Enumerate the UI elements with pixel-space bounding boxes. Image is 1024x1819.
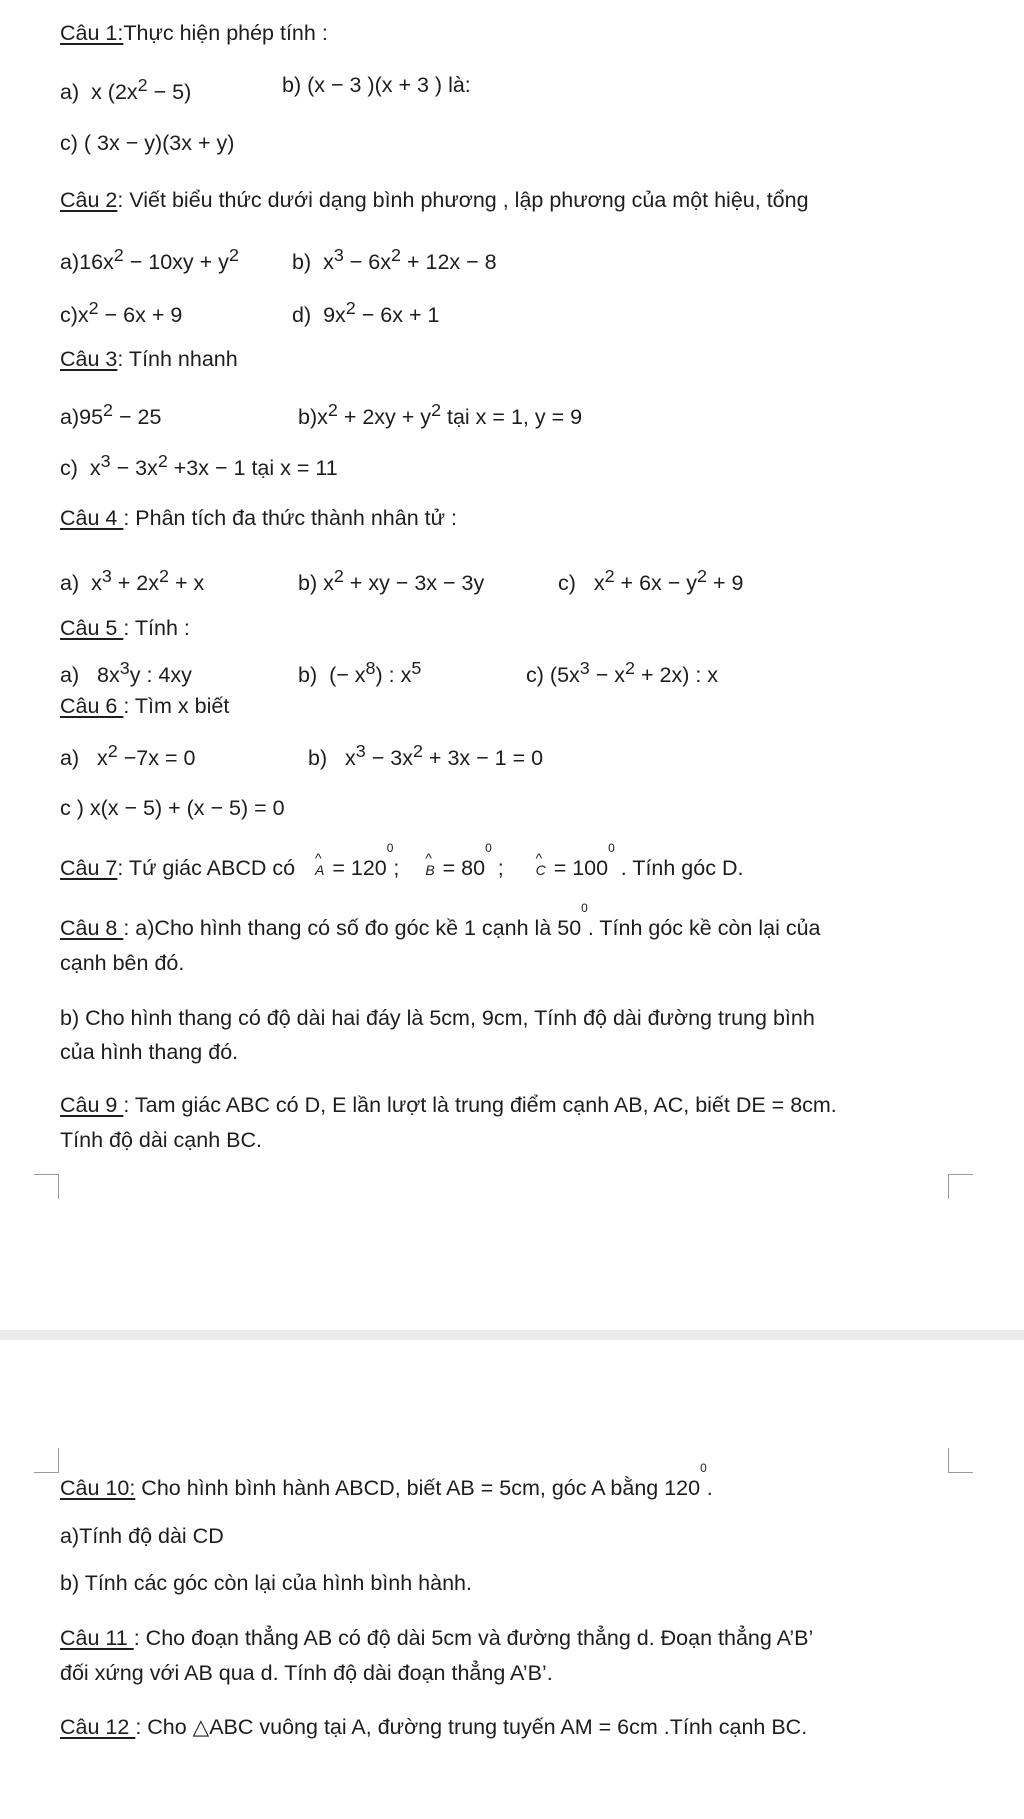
- q4-a-mid: + 2x: [111, 571, 160, 596]
- q6-a: [60, 738, 195, 771]
- q2-c-pre: c)x: [60, 303, 89, 328]
- q5-c-mid: − x: [589, 663, 626, 688]
- angle-b: ^ B: [423, 857, 436, 883]
- q5-a-label: a): [60, 663, 80, 688]
- page-separator: [0, 1330, 1024, 1340]
- q11-title: Câu 11: [60, 1626, 134, 1650]
- q8-line3: b) Cho hình thang có độ dài hai đáy là 5cm, 9cm, Tính độ dài đường trung bình: [60, 1006, 815, 1030]
- q9-line2: Tính độ dài cạnh BC.: [60, 1128, 262, 1152]
- q2-a-e1: 2: [113, 245, 124, 265]
- q4-a-pre: x: [91, 571, 102, 596]
- q3-a-e1: 2: [103, 400, 114, 420]
- q3-a: [60, 397, 161, 430]
- q4-c-e2: 2: [697, 566, 707, 586]
- page-corner-mark: [948, 1174, 973, 1199]
- q5-b: [298, 655, 421, 688]
- q5-title: Câu 5: [60, 616, 124, 640]
- q6-b-pre: x: [345, 746, 356, 771]
- q10-line: [60, 1461, 713, 1501]
- q5-c-e2: 2: [625, 658, 635, 678]
- q3-a-pre: a)95: [60, 405, 104, 430]
- q5-b-e2: 5: [411, 658, 422, 678]
- q5-a-pre: 8x: [97, 663, 120, 688]
- q3-heading: [60, 346, 238, 372]
- q2-b-post: + 12x − 8: [401, 250, 497, 275]
- q7-text1: : Tứ giác ABCD có: [117, 856, 302, 880]
- q3-c-post: +3x − 1 tại x = 11: [167, 456, 338, 481]
- page-corner-mark: [34, 1448, 59, 1473]
- q3-a-post: − 25: [113, 405, 162, 430]
- q4-c-e1: 2: [604, 566, 615, 586]
- q1-a-label: a): [60, 80, 80, 105]
- q3-text: : Tính nhanh: [117, 347, 238, 371]
- q2-b: [292, 242, 497, 275]
- q5-a-post: y : 4xy: [129, 663, 192, 688]
- q5-c: [526, 655, 718, 688]
- q1-b: b) (x − 3 )(x + 3 ) là:: [282, 73, 471, 97]
- q5-b-pre: (− x: [329, 663, 366, 688]
- q2-title: Câu 2: [60, 188, 118, 212]
- q10-text-post: .: [706, 1476, 713, 1500]
- q10-angle-value: 120: [664, 1476, 701, 1500]
- q4-b-post: + xy − 3x − 3y: [343, 571, 485, 596]
- q2-c-e1: 2: [88, 298, 99, 318]
- q5-heading: [60, 615, 190, 641]
- q1-a: [60, 72, 191, 105]
- q5-a-e1: 3: [119, 658, 130, 678]
- angle-c: ^ C: [534, 857, 548, 883]
- q10-angle-deg: 0: [700, 1461, 707, 1475]
- angle-a-value: = 120: [326, 856, 387, 880]
- q8-title: Câu 8: [60, 916, 124, 940]
- q5-b-mid: ) : x: [375, 663, 412, 688]
- angle-a: ^ A: [313, 857, 326, 883]
- angle-b-value: = 80: [436, 856, 486, 880]
- q8-line4: của hình thang đó.: [60, 1040, 239, 1064]
- q2-d-e1: 2: [345, 298, 356, 318]
- q2-b-e1: 3: [333, 245, 344, 265]
- q2-a-pre: a)16x: [60, 250, 114, 275]
- q4-a-label: a): [60, 571, 80, 596]
- q11-line1: [60, 1625, 813, 1651]
- q9-title: Câu 9: [60, 1093, 124, 1117]
- q4-b-label: b): [298, 571, 318, 596]
- q3-b-pre: b)x: [298, 405, 328, 430]
- q3-c: [60, 448, 338, 481]
- q6-a-pre: x: [97, 746, 108, 771]
- q8-angle-value: 50: [557, 916, 582, 940]
- q3-c-label: c): [60, 456, 78, 481]
- q4-c-label: c): [558, 571, 576, 596]
- q2-d: [292, 295, 439, 328]
- q5-c-pre: (5x: [549, 663, 580, 688]
- q4-a-e1: 3: [101, 566, 112, 586]
- q8-line2: cạnh bên đó.: [60, 951, 185, 975]
- q3-b: [298, 397, 582, 430]
- q6-c: c ) x(x − 5) + (x − 5) = 0: [60, 796, 285, 820]
- q10-text-pre: Cho hình bình hành ABCD, biết AB = 5cm, góc A bằng: [135, 1476, 665, 1500]
- q4-c-mid: + 6x − y: [614, 571, 698, 596]
- q4-a: [60, 563, 204, 596]
- q4-b-e1: 2: [333, 566, 344, 586]
- q8-line1-post: . Tính góc kề còn lại của: [587, 916, 821, 940]
- q7-sep2: ;: [491, 856, 504, 880]
- q4-a-e2: 2: [159, 566, 169, 586]
- q1-title: Câu 1:: [60, 21, 124, 45]
- q9-line1-text: : Tam giác ABC có D, E lần lượt là trung điểm cạnh AB, AC, biết DE = 8cm.: [123, 1093, 837, 1117]
- q2-a: [60, 242, 239, 275]
- q6-b-mid: − 3x: [365, 746, 413, 771]
- q1-a-post: − 5): [147, 80, 192, 105]
- q6-a-e1: 2: [107, 741, 118, 761]
- q4-a-post: + x: [168, 571, 205, 596]
- q6-b-e2: 2: [412, 741, 423, 761]
- q3-c-pre: x: [89, 456, 101, 481]
- q4-heading: [60, 505, 457, 531]
- q5-b-e1: 8: [365, 658, 376, 678]
- q2-d-post: − 6x + 1: [355, 303, 440, 328]
- q6-b-e1: 3: [355, 741, 366, 761]
- angle-a-deg: 0: [386, 841, 394, 855]
- q1-a-pre: x (2x: [91, 80, 138, 105]
- q1-c: c) ( 3x − y)(3x + y): [60, 131, 235, 155]
- q8-line1-pre: : a)Cho hình thang có số đo góc kề 1 cạnh là: [123, 916, 558, 940]
- q12-line: [60, 1714, 807, 1740]
- q4-c-pre: x: [593, 571, 605, 596]
- q4-b-pre: x: [323, 571, 334, 596]
- q12-title: Câu 12: [60, 1715, 136, 1739]
- q2-d-label: d): [292, 303, 312, 328]
- q3-b-e1: 2: [327, 400, 338, 420]
- q1-text: Thực hiện phép tính :: [123, 21, 328, 45]
- q7-title: Câu 7: [60, 856, 118, 880]
- q12-text: : Cho △ABC vuông tại A, đường trung tuyến AM = 6cm .Tính cạnh BC.: [135, 1715, 808, 1739]
- q4-title: Câu 4: [60, 506, 124, 530]
- q6-b: [308, 738, 543, 771]
- angle-c-deg: 0: [608, 841, 615, 855]
- q10-b: b) Tính các góc còn lại của hình bình hành.: [60, 1571, 472, 1595]
- q10-a: a)Tính độ dài CD: [60, 1524, 224, 1548]
- page-corner-mark: [948, 1448, 973, 1473]
- q2-c: [60, 295, 182, 328]
- q4-text: : Phân tích đa thức thành nhân tử :: [123, 506, 457, 530]
- q5-text: : Tính :: [123, 616, 190, 640]
- page-corner-mark: [34, 1174, 59, 1199]
- q2-b-e2: 2: [391, 245, 401, 265]
- q11-line2: đối xứng với AB qua d. Tính độ dài đoạn thẳng A’B’.: [60, 1661, 553, 1685]
- q2-b-mid: − 6x: [349, 250, 392, 275]
- q2-b-pre: x: [323, 250, 334, 275]
- q7-sep1: ;: [393, 856, 400, 880]
- q4-b: [298, 563, 484, 596]
- angle-c-value: = 100: [547, 856, 609, 880]
- q9-line1: [60, 1092, 837, 1118]
- q6-heading: [60, 693, 229, 719]
- q5-c-label: c): [526, 663, 544, 688]
- q10-title: Câu 10:: [60, 1476, 136, 1500]
- q6-b-post: + 3x − 1 = 0: [422, 746, 544, 771]
- q2-a-mid: − 10xy + y: [123, 250, 229, 275]
- q6-text: : Tìm x biết: [123, 694, 230, 718]
- q8-angle-deg: 0: [581, 901, 588, 915]
- q2-b-label: b): [292, 250, 312, 275]
- q6-title: Câu 6: [60, 694, 124, 718]
- q5-c-e1: 3: [579, 658, 590, 678]
- q2-text: : Viết biểu thức dưới dạng bình phương , lập phương của một hiệu, tổng: [117, 188, 809, 212]
- q3-title: Câu 3: [60, 347, 118, 371]
- q3-c-e1: 3: [100, 451, 111, 471]
- angle-b-deg: 0: [485, 841, 492, 855]
- q4-c: [558, 563, 743, 596]
- q2-d-pre: 9x: [323, 303, 346, 328]
- q2-c-post: − 6x + 9: [98, 303, 183, 328]
- q3-c-mid: − 3x: [110, 456, 158, 481]
- q11-line1-text: : Cho đoạn thẳng AB có độ dài 5cm và đường thẳng d. Đoạn thẳng A’B’: [133, 1626, 814, 1650]
- q3-c-e2: 2: [157, 451, 168, 471]
- q7-line: [60, 841, 744, 883]
- q6-b-label: b): [308, 746, 328, 771]
- q1-heading: [60, 20, 328, 46]
- q2-heading: [60, 187, 809, 213]
- q2-a-e2: 2: [228, 245, 239, 265]
- q5-a: [60, 655, 192, 688]
- q5-c-post: + 2x) : x: [634, 663, 719, 688]
- q8-line1: [60, 901, 821, 941]
- q4-c-post: + 9: [707, 571, 744, 596]
- q3-b-e2: 2: [431, 400, 442, 420]
- q5-b-label: b): [298, 663, 318, 688]
- q3-b-post: tại x = 1, y = 9: [441, 405, 583, 430]
- q3-b-mid: + 2xy + y: [337, 405, 432, 430]
- q6-a-post: −7x = 0: [117, 746, 196, 771]
- q1-a-exp: 2: [137, 75, 148, 95]
- q6-a-label: a): [60, 746, 80, 771]
- q7-text2: . Tính góc D.: [614, 856, 744, 880]
